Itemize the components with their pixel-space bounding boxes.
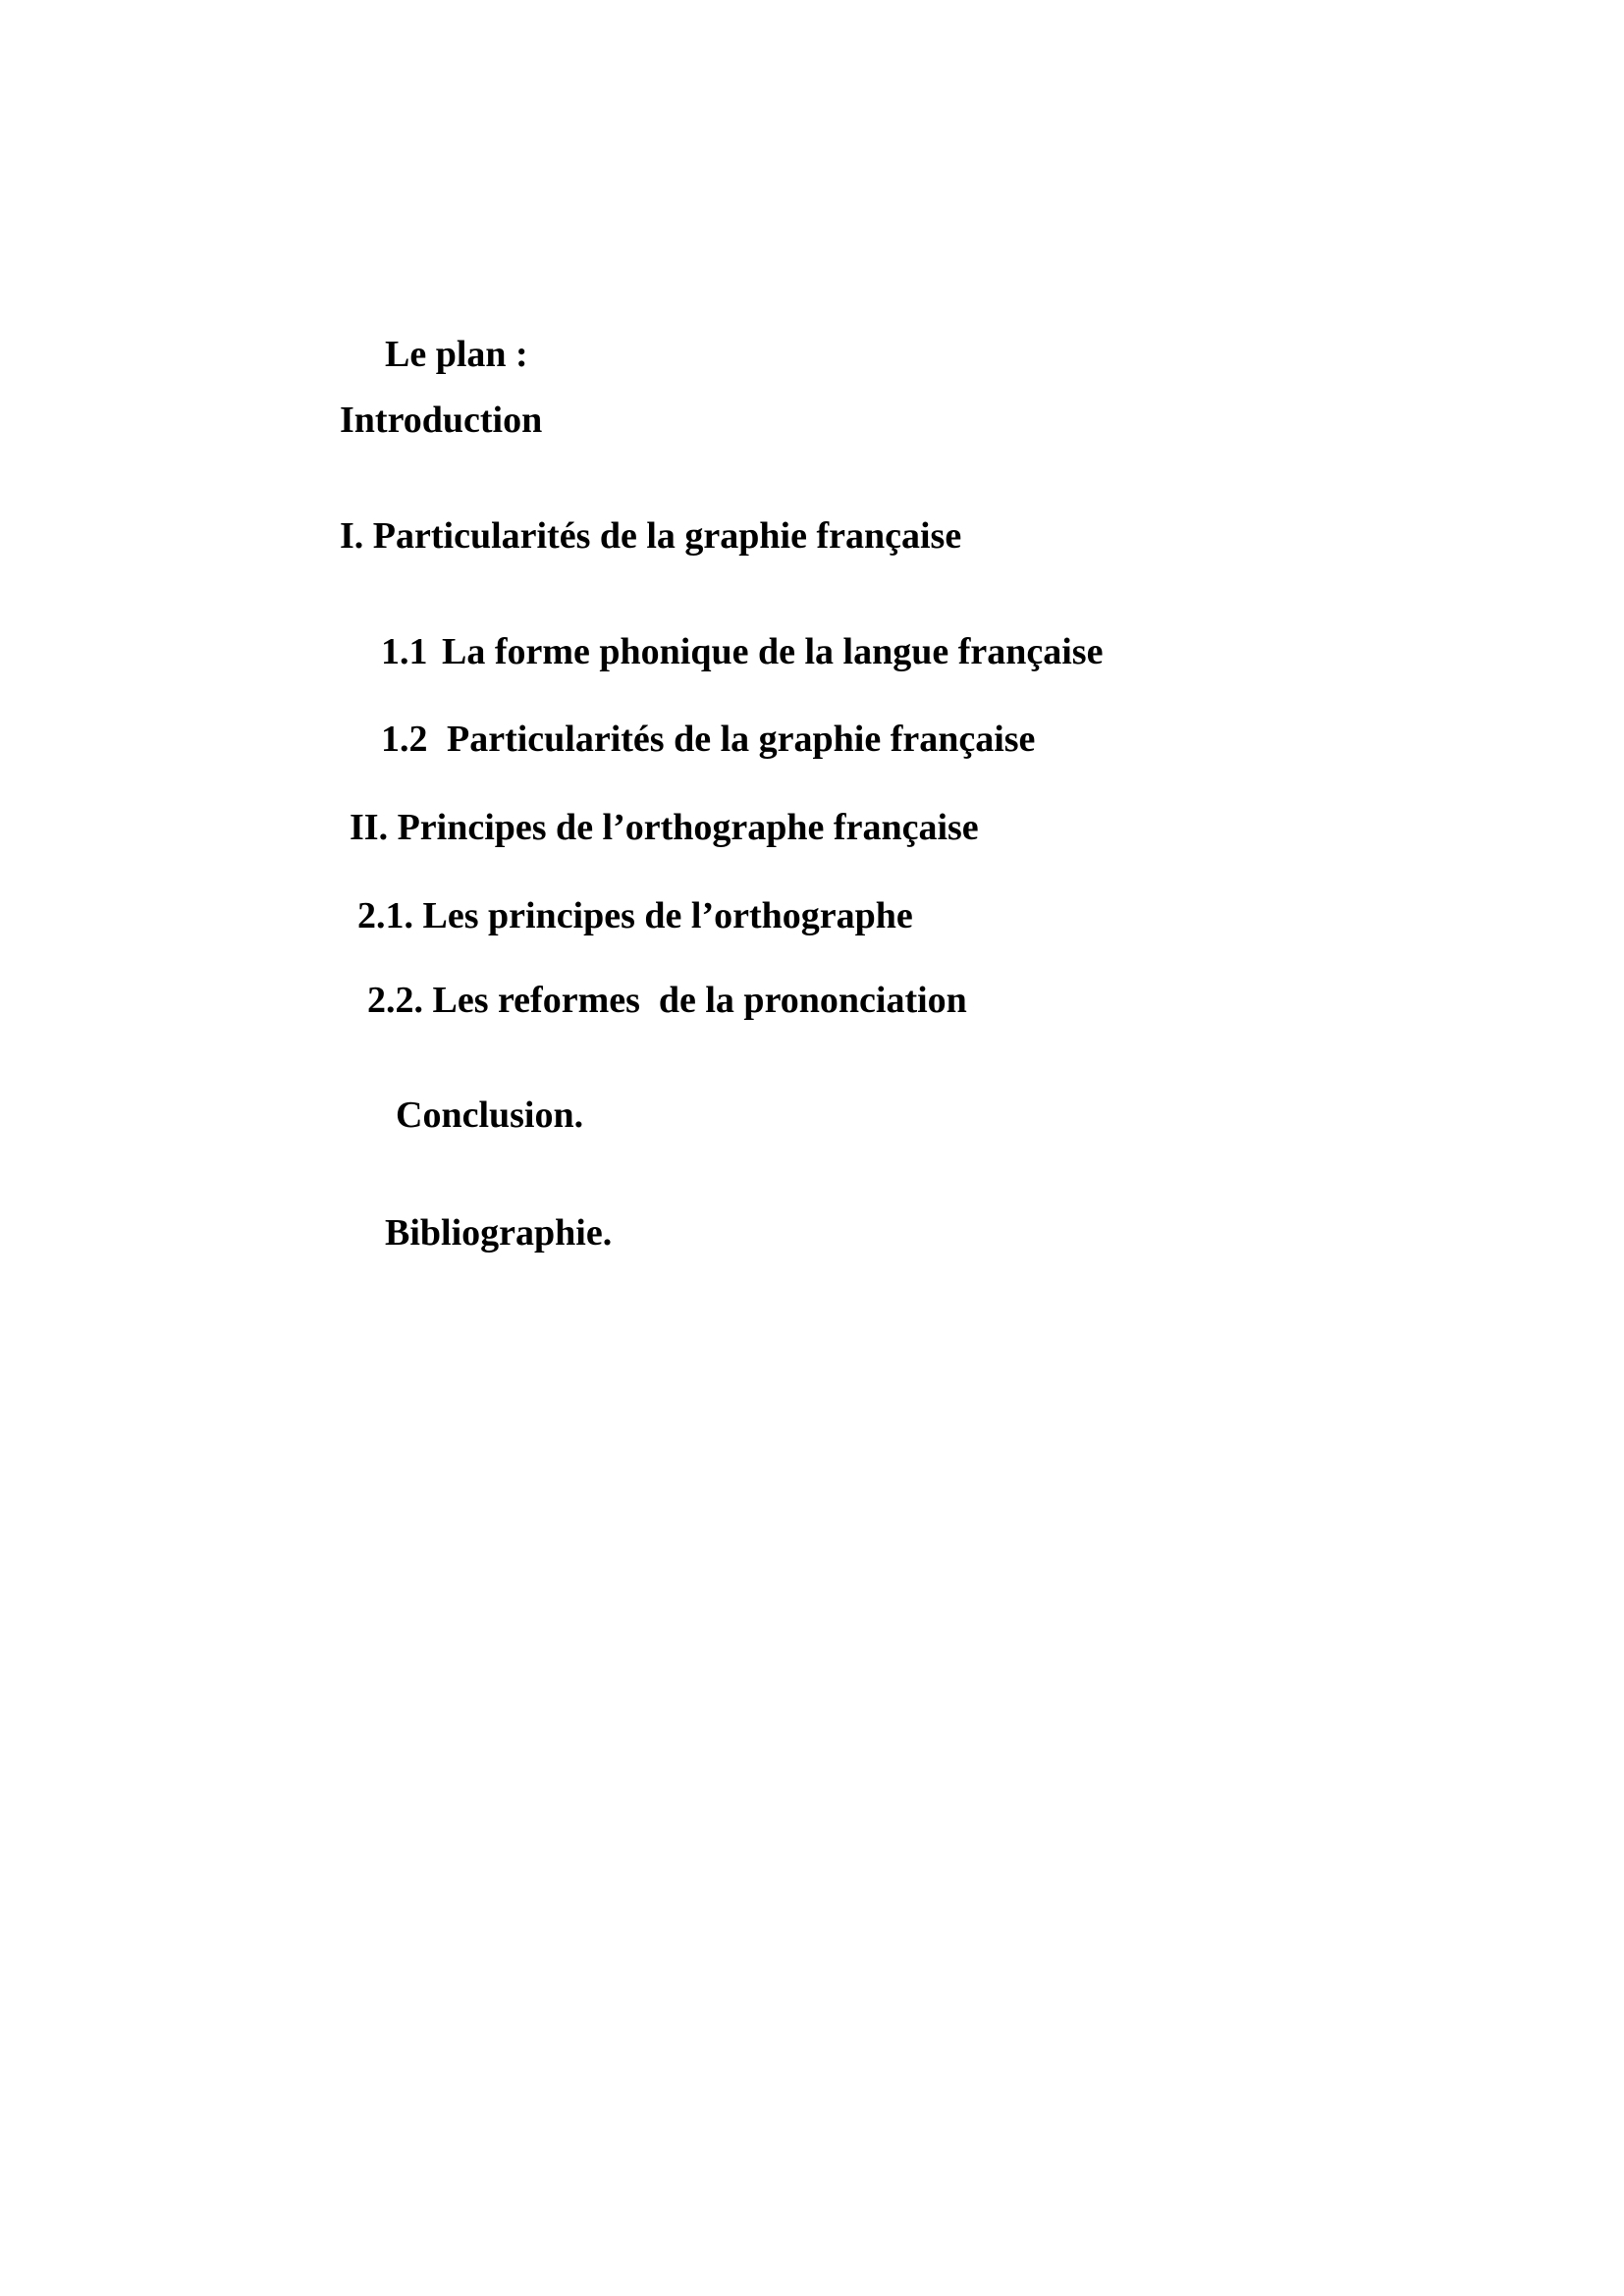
subsection-number: 1.1 — [381, 631, 428, 672]
subsection-number: 1.2 — [381, 719, 428, 760]
plan-item-introduction: Introduction — [340, 400, 543, 441]
plan-subsection-2-1: 2.1. Les principes de l’orthographe — [357, 895, 913, 936]
plan-subsection-2-2: 2.2. Les reformes de la prononciation — [367, 980, 967, 1021]
plan-item-bibliographie: Bibliographie. — [385, 1212, 613, 1254]
plan-section-2: II. Principes de l’orthographe française — [350, 807, 979, 848]
subsection-text: La forme phonique de la langue française — [442, 631, 1104, 672]
plan-subsection-1-1 — [381, 633, 1103, 670]
plan-subsection-1-2 — [381, 721, 1035, 758]
plan-item-conclusion: Conclusion. — [396, 1095, 584, 1136]
plan-section-1: I. Particularités de la graphie française — [340, 515, 962, 557]
subsection-text: Particularités de la graphie française — [447, 719, 1036, 760]
plan-title: Le plan : — [385, 334, 528, 375]
